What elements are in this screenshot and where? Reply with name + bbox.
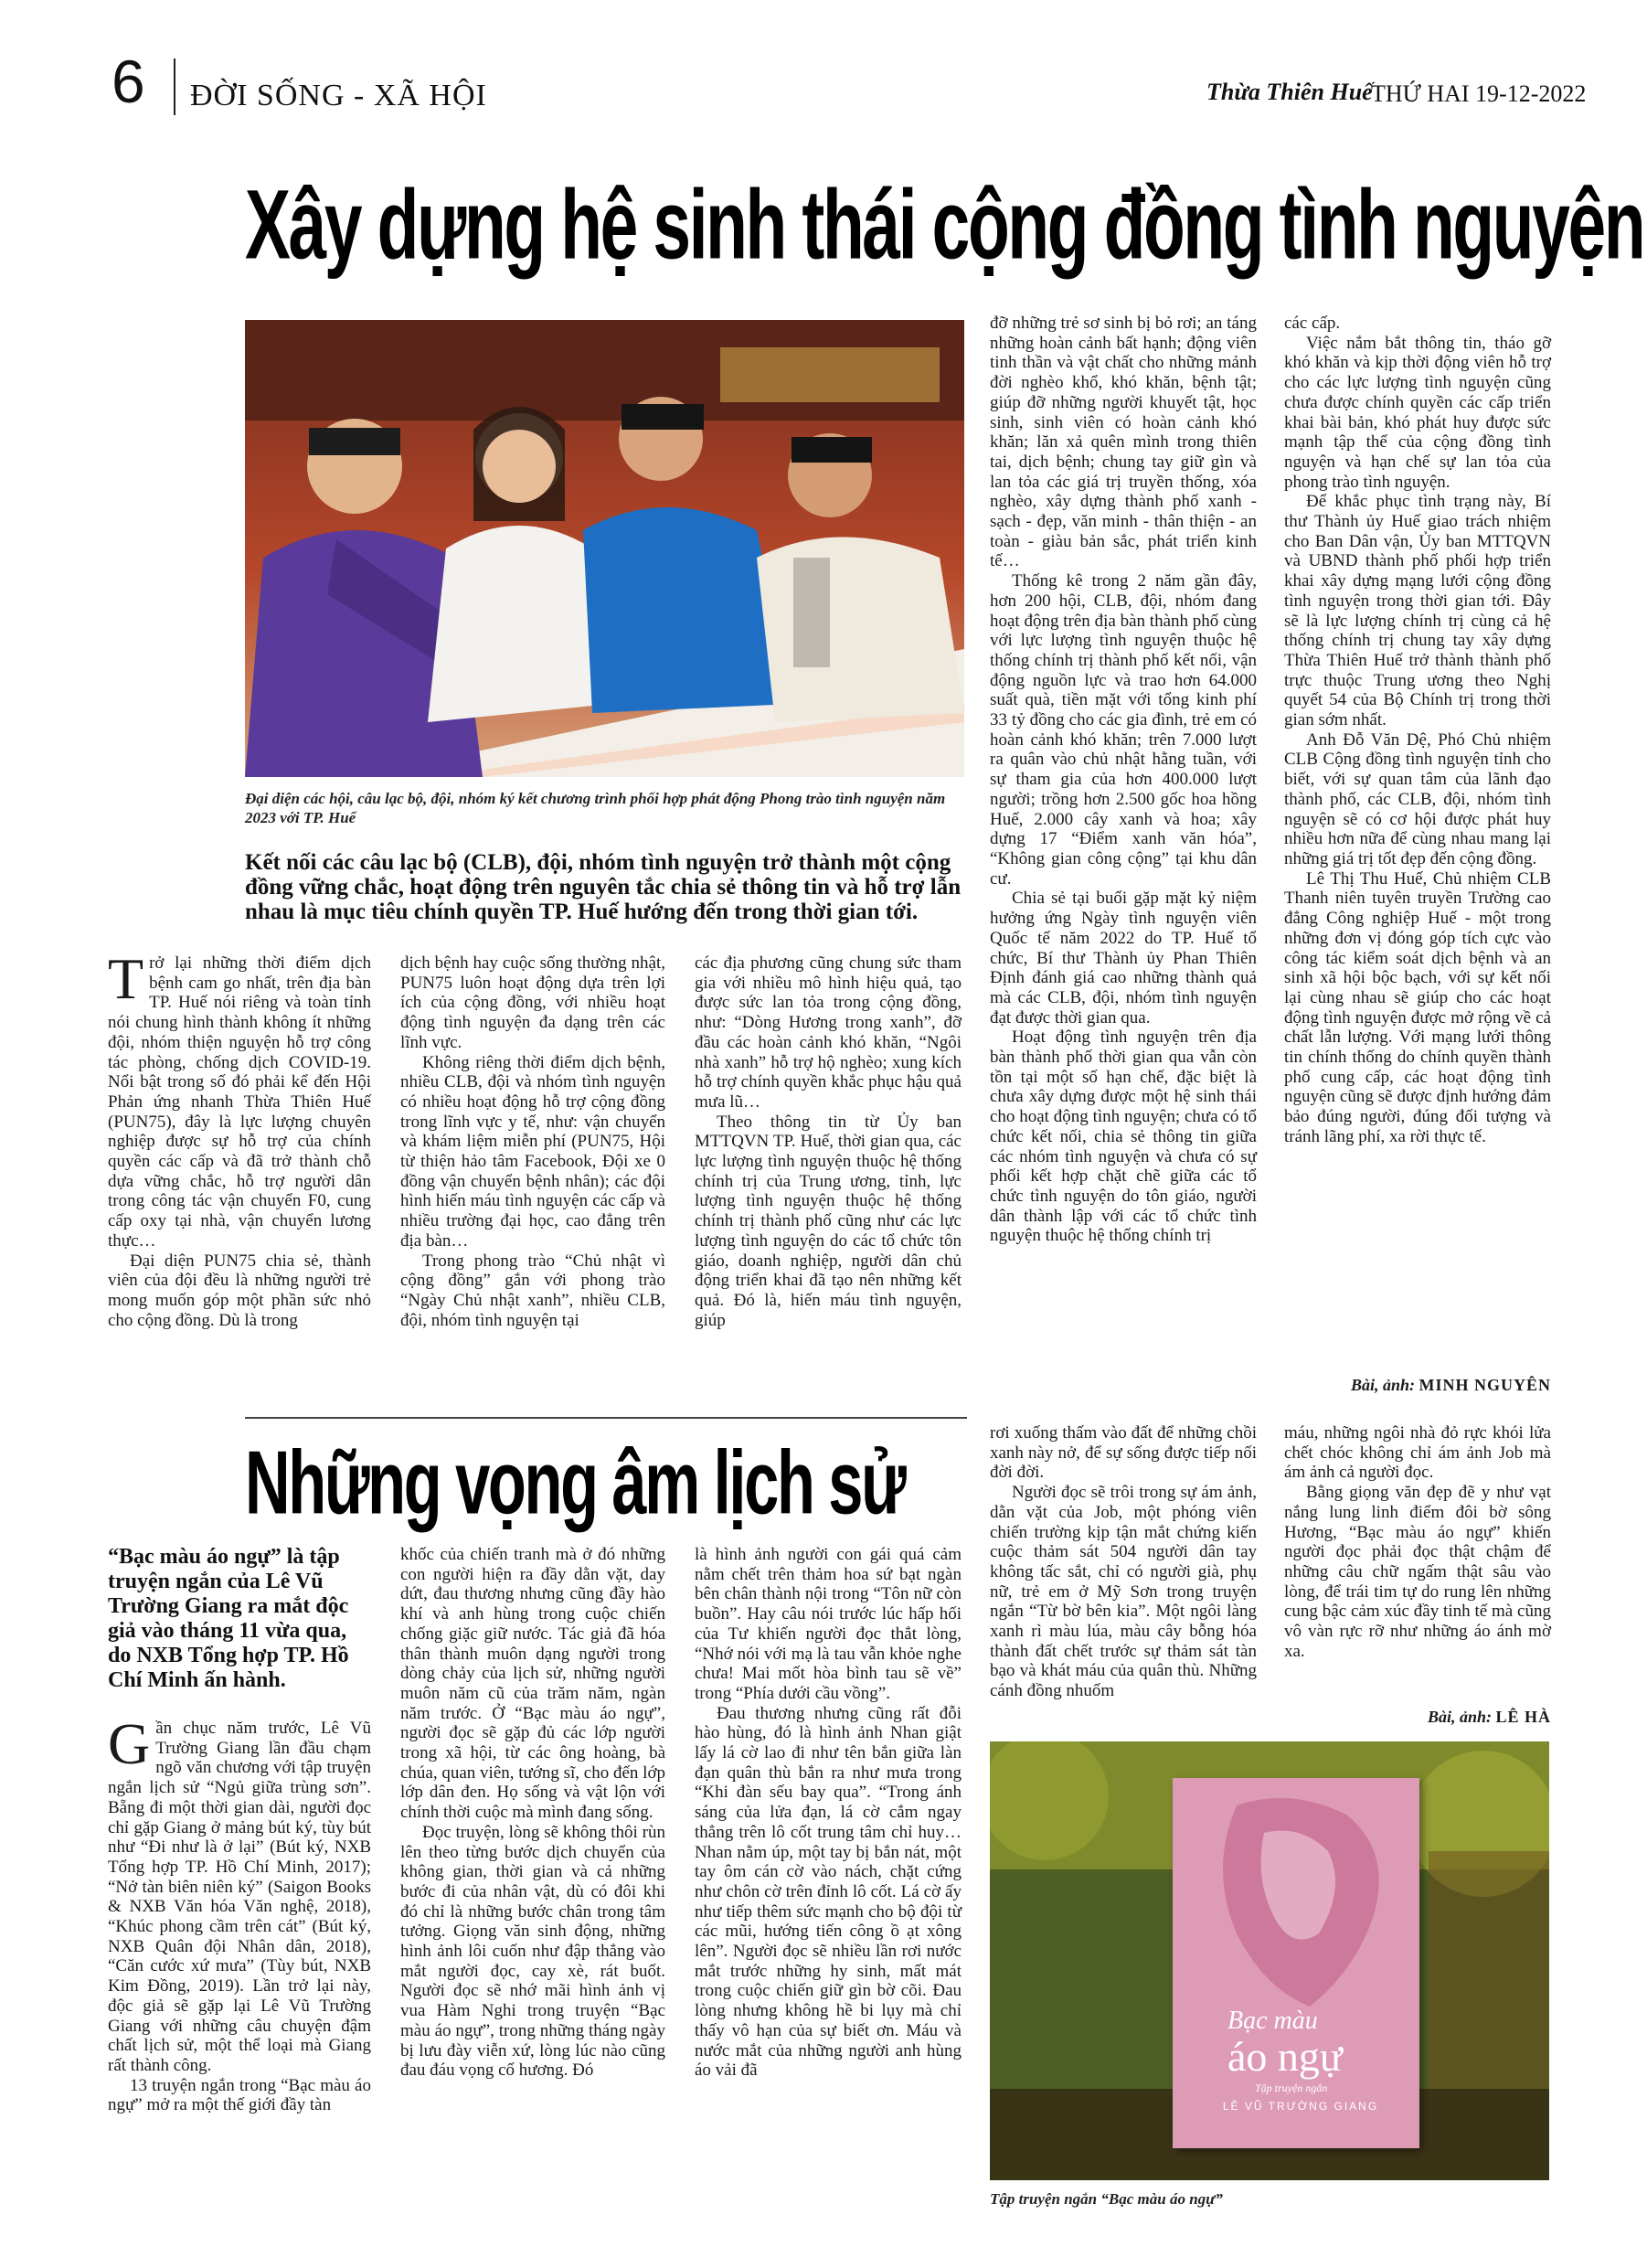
article2-column-5 <box>1284 1423 1551 1661</box>
paragraph: Theo thông tin từ Ủy ban MTTQVN TP. Huế, thời gian qua, các lực lượng tình nguyện thuộc hệ thống chính trị của Trung ương, tỉnh, lực lượng tình nguyện thuộc hệ thống chính trị thành phố cũng như các lực lượng tình nguyện do các tổ chức tôn giáo, doanh nghiệp, người dân chủ động triển khai đã tạo nên những kết quả. Đó là, hiến máu tình nguyện, giúp <box>695 1112 962 1330</box>
article2-dropcap: G <box>108 1711 151 1776</box>
paragraph: Trong phong trào “Chủ nhật vì cộng đồng” gắn với phong trào “Ngày Chủ nhật xanh”, nhiều CLB, đội, nhóm tình nguyện tại <box>400 1251 665 1330</box>
book-title-line2: áo ngự <box>1227 2033 1343 2080</box>
paragraph: rở lại những thời điểm dịch bệnh cam go nhất, trên địa bàn TP. Huế nói riêng và toàn tỉnh nói chung hình thành không ít những đội, nhóm thiện nguyện hỗ trợ công tác phòng, chống dịch COVID-19. Nổi bật trong số đó phải kể đến Hội Phản ứng nhanh Thừa Thiên Huế (PUN75), đây là lực lượng chuyên nghiệp được sự hỗ trợ của chính quyền các cấp và đã trở thành chỗ dựa vững chắc, hỗ trợ người dân trong công tác vận chuyển F0, cung cấp oxy tại nhà, vận chuyển lương thực… <box>108 953 371 1251</box>
paragraph: máu, những ngôi nhà đỏ rực khói lửa chết chóc không chỉ ám ảnh Job mà ám ảnh cả người đọc. <box>1284 1423 1551 1483</box>
byline-author: LÊ HÀ <box>1495 1708 1551 1726</box>
article1-column-2 <box>400 953 665 1330</box>
article1-headline: Xây dựng hệ sinh thái cộng đồng tình nguyện <box>245 170 1644 280</box>
paragraph: Thống kê trong 2 năm gần đây, hơn 200 hội, CLB, đội, nhóm đang hoạt động trên địa bàn thành phố cùng với lực lượng tình nguyện thuộc hệ thống chính trị thành phố kết nối, vận động nguồn lực và trao hơn 64.000 suất quà, tiền mặt với tổng kinh phí 33 tỷ đồng cho các gia đình, trẻ em có hoàn cảnh khó khăn; trên 7.000 lượt ra quân vào chủ nhật hằng tuần, với sự tham gia của hơn 400.000 lượt người; trồng hơn 2.500 gốc hoa hồng Huế, 2.000 cây xanh và hoa; xây dựng 17 “Điểm xanh văn hóa”, “Không gian công cộng” tại khu dân cư. <box>990 571 1257 889</box>
article1-lead: Kết nối các câu lạc bộ (CLB), đội, nhóm tình nguyện trở thành một cộng đồng vững chắc, hoạt động trên nguyên tắc chia sẻ thông tin và hỗ trợ lẫn nhau là mục tiêu chính quyền TP. Huế hướng đến trong thời gian tới. <box>245 850 962 924</box>
article1-dropcap: T <box>108 946 144 1011</box>
header-divider <box>174 59 175 115</box>
article1-column-3 <box>695 953 962 1330</box>
article1-photo <box>245 320 964 777</box>
paragraph: ần chục năm trước, Lê Vũ Trường Giang lần đầu chạm ngõ văn chương với tập truyện ngắn lịch sử “Ngủ giữa trùng sơn”. Bẵng đi một thời gian dài, người đọc chỉ gặp Giang ở mảng bút ký, tùy bút như “Đi như là ở lại” (Bút ký, NXB Tổng hợp TP. Hồ Chí Minh, 2017); “Nở tàn biên niên ký” (Saigon Books & NXB Văn hóa Văn nghệ, 2018), “Khúc phong cầm trên cát” (Bút ký, NXB Quân đội Nhân dân, 2018), “Căn cước xứ mưa” (Tùy bút, NXB Kim Đồng, 2019). Lần trở lại này, độc giả sẽ gặp lại Lê Vũ Trường Giang với những câu chuyện đậm chất lịch sử, một thể loại mà Giang rất thành công. <box>108 1719 371 2075</box>
section-title: ĐỜI SỐNG - XÃ HỘI <box>190 79 487 112</box>
paragraph: Đại diện PUN75 chia sẻ, thành viên của đội đều là những người trẻ mong muốn góp một phần sức nhỏ cho cộng đồng. Dù là trong <box>108 1251 371 1330</box>
paragraph: các cấp. <box>1284 314 1341 333</box>
paragraph: Đọc truyện, lòng sẽ không thôi rùn lên theo từng bước dịch chuyển của không gian, thời gian và cả những bước đi của nhân vật, dù có đôi khi đó chỉ là những bước chân trong tâm tưởng. Giọng văn sinh động, những hình ảnh lôi cuốn như đập thẳng vào mắt người đọc, cay xè, rát buốt. Người đọc sẽ nhớ mãi hình ảnh vị vua Hàm Nghi trong truyện “Bạc màu áo ngự”, trong những tháng ngày bị lưu đày viễn xứ, lòng lúc nào cũng đau đáu vọng cố hương. Đó <box>400 1822 665 2081</box>
paragraph: Hoạt động tình nguyện trên địa bàn thành phố thời gian qua vẫn còn tồn tại một số hạn chế, đặc biệt là chưa xây dựng được một hệ sinh thái cho hoạt động tình nguyện; chưa có tổ chức kết nối, chia sẻ thông tin giữa các nhóm tình nguyện và chưa có sự phối kết hợp chặt chẽ giữa các tổ chức tình nguyện do tôn giáo, người dân thành lập với các tổ chức tình nguyện thuộc hệ thống chính trị <box>990 1028 1257 1246</box>
byline-author: MINH NGUYÊN <box>1419 1376 1551 1394</box>
article2-byline <box>1284 1708 1551 1727</box>
paragraph: Bằng giọng văn đẹp đẽ y như vạt nắng lung linh điểm đôi bờ sông Hương, “Bạc màu áo ngự” khiến người đọc phải đọc thật chậm để những câu chữ ngấm thật sâu vào lòng, để trái tim tự do rung lên những cung bậc cảm xúc đầy tinh tế mà cũng vô vàn rực rỡ như những áo ánh mờ xa. <box>1284 1483 1551 1661</box>
paragraph: là hình ảnh người con gái quá cảm nằm chết trên thảm hoa sứ bạt ngàn bên chân thành nội trong “Tôn nữ còn buồn”. Hay câu nói trước lúc hấp hối của Tư khiến người đọc thắt lòng, “Nhớ nói với mạ là tau vẫn khỏe nghe chưa! Mai mốt hòa bình tau sẽ về” trong “Phía dưới cầu vồng”. <box>695 1545 962 1703</box>
book-subtitle: Tập truyện ngắn <box>1255 2082 1328 2094</box>
article2-column-4 <box>990 1423 1257 1701</box>
page-number: 6 <box>112 48 145 115</box>
article1-byline <box>1284 1376 1551 1395</box>
paragraph: Không riêng thời điểm dịch bệnh, nhiều CLB, đội và nhóm tình nguyện có nhiều hoạt động hỗ trợ cộng đồng trong lĩnh vực y tế, như: vận chuyển và khám liệm miễn phí (PUN75, Hội từ thiện hảo tâm Facebook, Đội xe 0 đồng vận chuyển bệnh nhân); các đội hình hiến máu tình nguyện các cấp và nhiều trường đại học, cao đẳng trên địa bàn… <box>400 1052 665 1251</box>
paragraph: Anh Đỗ Văn Dệ, Phó Chủ nhiệm CLB Cộng đồng tình nguyện tỉnh cho biết, với sự quan tâm của lãnh đạo thành phố, các CLB, đội, nhóm tình nguyện sẽ có cơ hội được phát huy nhiều hơn nữa để cùng nhau mang lại những giá trị tốt đẹp đến cộng đồng. <box>1284 729 1551 868</box>
article-divider <box>245 1417 967 1419</box>
book-title-line1: Bạc màu <box>1227 2007 1318 2035</box>
article1-photo-caption: Đại diện các hội, câu lạc bộ, đội, nhóm ký kết chương trình phối hợp phát động Phong trào tình nguyện năm 2023 với TP. Huế <box>245 790 946 826</box>
article2-column-3 <box>695 1545 962 2081</box>
paragraph: Để khắc phục tình trạng này, Bí thư Thành ủy Huế giao trách nhiệm cho Ban Dân vận, Ủy ban MTTQVN và UBND thành phố phối hợp triển khai xây dựng mạng lưới cộng đồng tình nguyện trong thời gian tới. Đây sẽ là lực lượng chính trị cùng cả hệ thống chính trị chung tay xây dựng Thừa Thiên Huế trở thành thành phố trực thuộc Trung ương theo Nghị quyết 54 của Bộ Chính trị trong thời gian sớm nhất. <box>1284 492 1551 730</box>
article2-book-photo <box>990 1741 1549 2180</box>
paragraph: Lê Thị Thu Huế, Chủ nhiệm CLB Thanh niên tuyên truyền Trường cao đẳng Công nghiệp Huế - một trong những đơn vị đóng góp tích cực vào công tác kiểm soát dịch bệnh và an sinh xã hội bộc bạch, với sự kết nối lại cùng nhau sẽ giúp cho các hoạt động tình nguyện được mở rộng về cả chất lẫn lượng. Với mạng lưới thông tin chính thống do chính quyền thành phố cung cấp, các hoạt động tình nguyện cũng sẽ được định hướng đảm bảo đúng người, đúng đối tượng và tránh lãng phí, xa rời thực tế. <box>1284 868 1551 1146</box>
volunteers-signing-image <box>245 320 964 777</box>
book-author: LÊ VŨ TRƯỜNG GIANG <box>1222 2100 1379 2113</box>
paragraph: Việc nắm bắt thông tin, tháo gỡ khó khăn và kịp thời động viên hỗ trợ cho các lực lượng tình nguyện cũng chưa được chính quyền các cấp triển khai bài bản, khó phát huy được sức mạnh tập thể của cộng đồng tình nguyện và hạn chế sự lan tỏa của phong trào tình nguyện. <box>1284 333 1551 492</box>
paragraph: khốc của chiến tranh mà ở đó những con người hiện ra đầy dằn vặt, day dứt, đau thương nhưng cũng đầy hào khí và anh hùng trong cuộc chiến chống giặc giữ nước. Tác giả đã hóa thân thành muôn dạng người trong dòng chảy của lịch sử, những người muôn năm cũ của trăm năm, ngàn năm trước. Ở “Bạc màu áo ngự”, người đọc sẽ gặp đủ các lớp người trong xã hội, từ các ông hoàng, bà chúa, quan viên, tướng sĩ, cho đến lớp lớp dân đen. Họ sống và vật lộn với chính thời cuộc mà mình đang sống. <box>400 1545 666 1823</box>
byline-label: Bài, ảnh: <box>1350 1376 1415 1394</box>
paragraph: dịch bệnh hay cuộc sống thường nhật, PUN75 luôn hoạt động dựa trên lợi ích của cộng đồng, với nhiều hoạt động tình nguyện đa dạng trên các lĩnh vực. <box>400 953 665 1052</box>
article2-column-1 <box>108 1711 371 2115</box>
article2-column-2 <box>400 1545 665 2081</box>
paragraph: Đau thương nhưng cũng rất đỗi hào hùng, đó là hình ảnh Nhan giật lấy lá cờ lao đi như tên bắn giữa làn đạn quân thù bắn ra như mưa trong “Khi đàn sếu bay qua”. “Trong ánh sáng của lửa đạn, lá cờ cắm ngay thẳng trên lô cốt trung tâm chỉ huy… Nhan nằm úp, một tay bị bắn nát, một tay ôm cán cờ vào nách, chặt cứng như chôn cờ trên đỉnh lô cốt. Lá cờ ấy như tiếp thêm sức mạnh cho bộ đội từ các mũi, hướng tiến công ồ ạt xông lên”. Người đọc sẽ nhiều lần rơi nước mắt trước những hy sinh, mất mát trong cuộc chiến giữ gìn bờ cõi. Đau lòng nhưng không hề bi lụy mà chỉ thấy vô hạn của sự biết ơn. Máu và nước mắt của những người anh hùng áo vải đã <box>695 1703 962 2081</box>
byline-label: Bài, ảnh: <box>1427 1708 1492 1726</box>
book-cover <box>1173 1778 1419 2148</box>
article1-column-4 <box>990 314 1257 1246</box>
paragraph: rơi xuống thấm vào đất để những chồi xanh này nở, để sự sống được tiếp nối đời đời. <box>990 1423 1257 1483</box>
paragraph: các địa phương cũng chung sức tham gia với nhiều mô hình hiệu quả, tạo được sức lan tỏa trong cộng đồng, như: “Dòng Hương trong xanh”, đỡ đầu các hoàn cảnh khó khăn, “Ngôi nhà xanh” hỗ trợ hộ nghèo; xung kích hỗ trợ chính quyền khắc phục hậu quả mưa lũ… <box>695 953 962 1112</box>
masthead: Thừa Thiên Huế <box>1206 79 1373 105</box>
article2-headline: Những vọng âm lịch sử <box>245 1432 905 1533</box>
paragraph: Người đọc sẽ trôi trong sự ám ảnh, dằn vặt của Job, một phóng viên chiến trường kịp tận mắt chứng kiến cuộc thảm sát 504 người dân tay không tấc sắt, chỉ có người già, phụ nữ, trẻ em ở Mỹ Sơn trong truyện ngắn “Từ bờ bên kia”. Một ngôi làng xanh rì màu lúa, màu cây bỗng hóa thành đất chết trước sự thảm sát tàn bạo và khát máu của quân thù. Những cánh đồng nhuốm <box>990 1483 1257 1701</box>
paragraph: Chia sẻ tại buổi gặp mặt kỷ niệm hưởng ứng Ngày tình nguyện viên Quốc tế năm 2022 do TP. Huế tổ chức, Bí thư Thành ủy Phan Thiên Định đánh giá cao những thành quả mà các CLB, đội, nhóm tình nguyện đạt được thời gian qua. <box>990 889 1257 1028</box>
book-photo-caption: Tập truyện ngắn “Bạc màu áo ngự” <box>990 2190 1223 2208</box>
article1-column-5 <box>1284 314 1551 1147</box>
paragraph: đỡ những trẻ sơ sinh bị bỏ rơi; an táng những hoàn cảnh bất hạnh; động viên tinh thần và vật chất cho những mảnh đời nghèo khổ, khó khăn, bệnh tật; giúp đỡ những người khuyết tật, học sinh, sinh viên có hoàn cảnh khó khăn; lăn xả quên mình trong thiên tai, dịch bệnh; chung tay giữ gìn và lan tỏa các giá trị truyền thống, xóa nghèo, xây dựng thành phố xanh - sạch - đẹp, văn minh - thân thiện - an toàn - giàu bản sắc, phát triển kinh tế… <box>990 314 1257 571</box>
article2-lead: “Bạc màu áo ngự” là tập truyện ngắn của Lê Vũ Trường Giang ra mắt độc giả vào tháng 11 vừa qua, do NXB Tổng hợp TP. Hồ Chí Minh ấn hành. <box>108 1545 349 1692</box>
paragraph: 13 truyện ngắn trong “Bạc màu áo ngự” mở ra một thế giới đầy tàn <box>108 2075 371 2115</box>
article1-column-1 <box>108 946 371 1330</box>
publication-date: THỨ HAI 19-12-2022 <box>1371 80 1587 107</box>
